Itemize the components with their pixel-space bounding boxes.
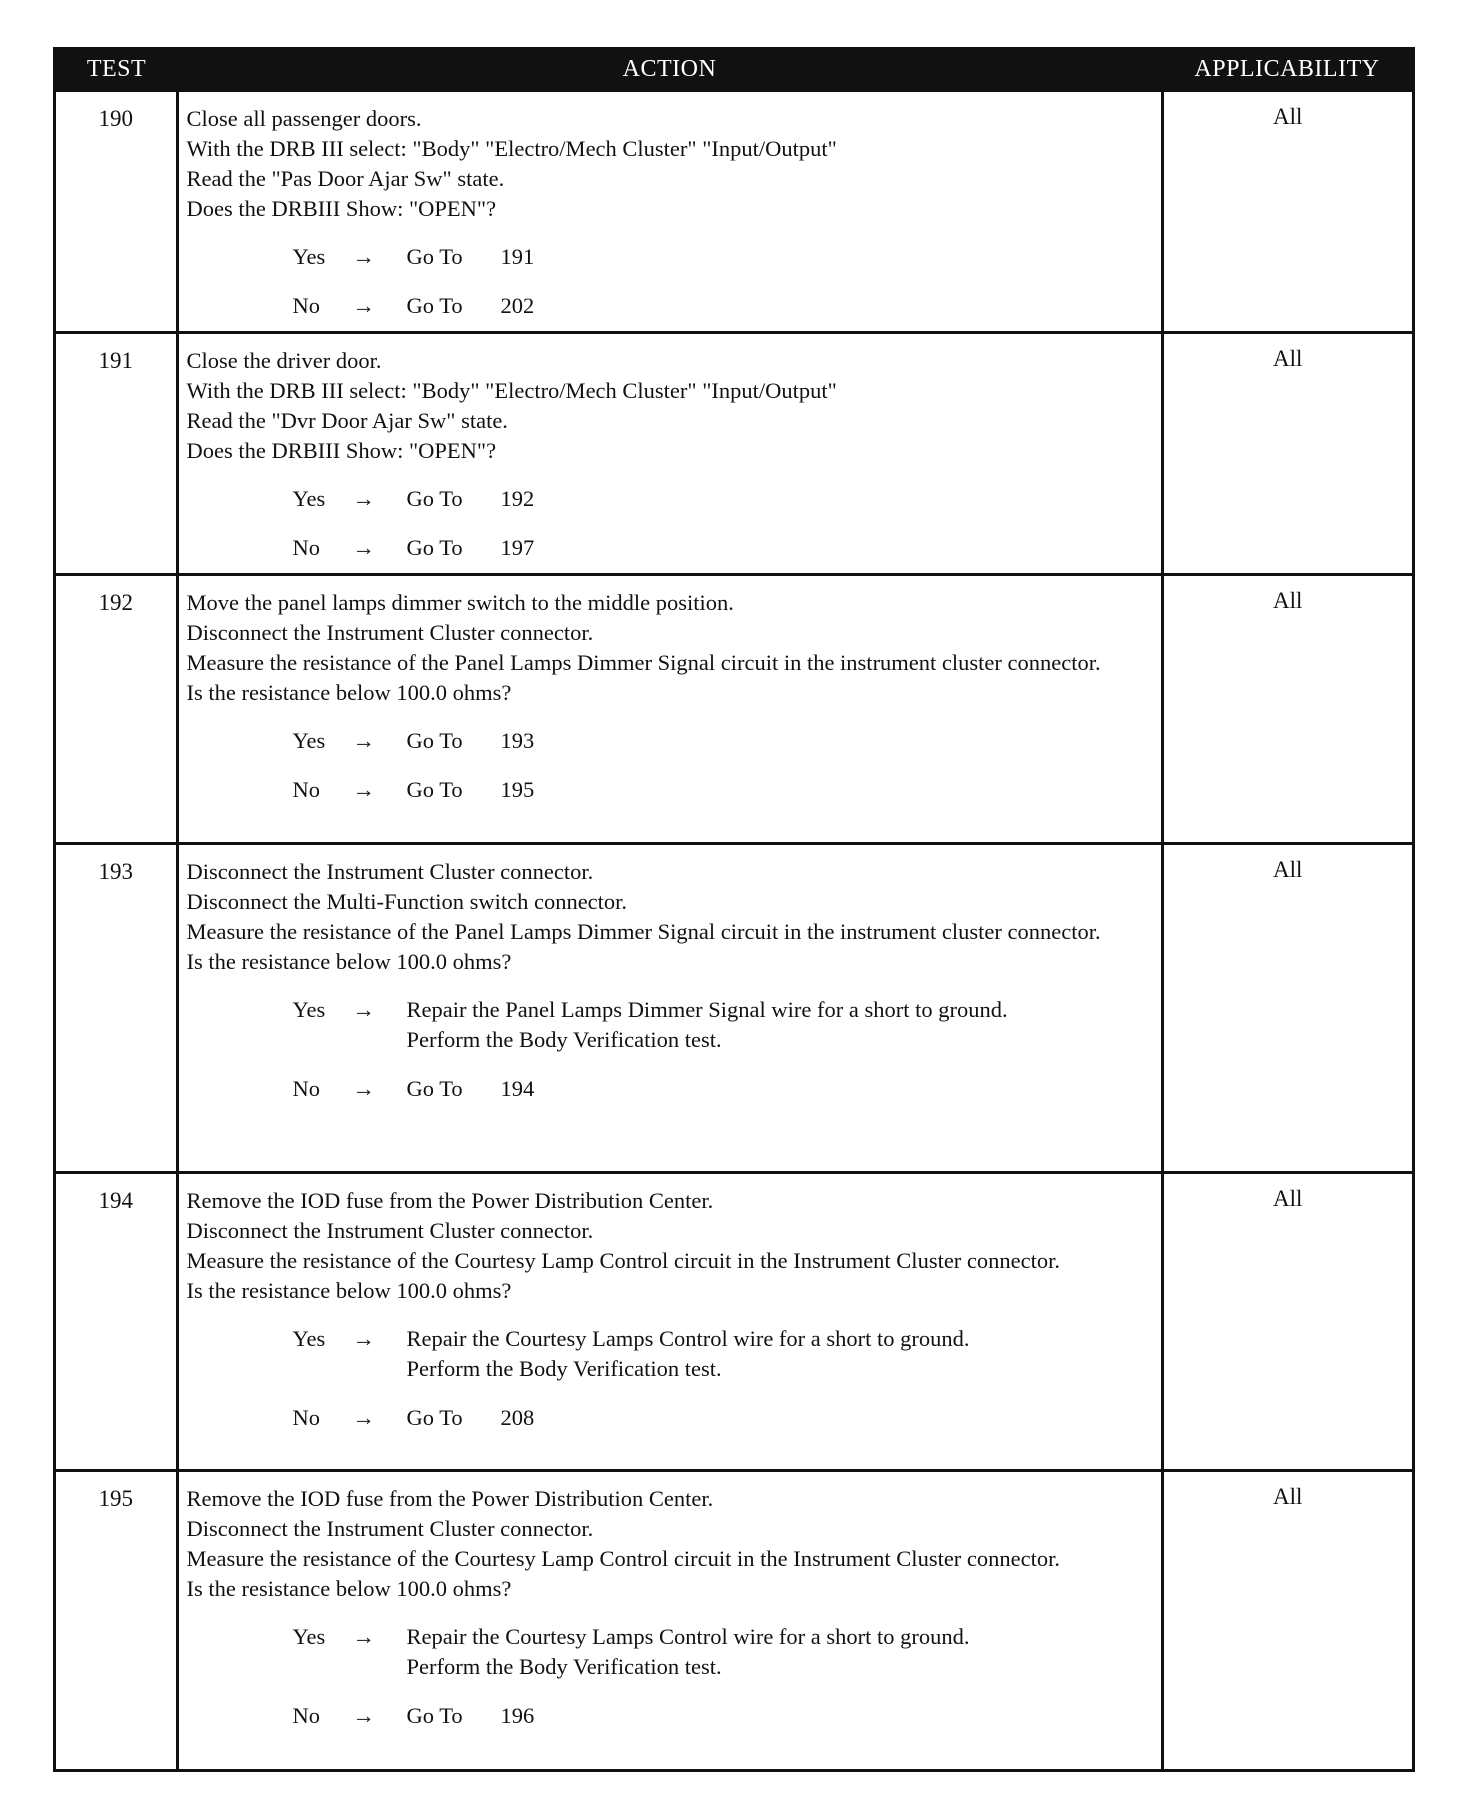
action-step: Measure the resistance of the Courtesy Lamp Control circuit in the Instrument Cluster connector. (186, 1248, 1061, 1273)
answer-label: No (292, 293, 320, 318)
action-step: Is the resistance below 100.0 ohms? (186, 1278, 512, 1303)
outcome-list (187, 726, 1153, 805)
instruction-line: Repair the Courtesy Lamps Control wire for a short to ground. (406, 1326, 970, 1351)
answer-label: No (292, 1076, 320, 1101)
table-row (56, 844, 1412, 1173)
repair-instruction (407, 1622, 1153, 1682)
outcome-no (293, 291, 1153, 321)
table-header (56, 50, 1412, 91)
outcome-yes (293, 242, 1153, 272)
action-cell (177, 575, 1162, 844)
goto-label: Go To (406, 728, 463, 753)
outcome-yes (293, 1622, 1153, 1682)
table-row (56, 91, 1412, 333)
table-row (56, 1471, 1412, 1769)
action-step: Close all passenger doors. (186, 106, 422, 131)
arrow-icon: → (352, 293, 375, 318)
outcome-list (187, 484, 1153, 563)
outcome-yes (293, 1324, 1153, 1384)
goto-target: 192 (500, 486, 535, 511)
answer-label: Yes (292, 486, 326, 511)
answer-label: No (292, 1703, 320, 1728)
arrow-icon: → (352, 535, 375, 560)
repair-instruction (407, 1324, 1153, 1384)
instruction-line: Perform the Body Verification test. (406, 1356, 722, 1381)
test-table (56, 50, 1412, 1769)
test-number: 194 (56, 1173, 177, 1471)
test-number: 193 (56, 844, 177, 1173)
header-test: TEST (56, 50, 177, 91)
action-step: Remove the IOD fuse from the Power Distribution Center. (186, 1486, 714, 1511)
goto-target: 202 (500, 293, 535, 318)
action-step: Disconnect the Instrument Cluster connector. (186, 620, 594, 645)
arrow-icon: → (352, 1405, 375, 1430)
goto-instruction (407, 1701, 1153, 1731)
goto-instruction (407, 775, 1153, 805)
action-cell (177, 91, 1162, 333)
goto-target: 194 (500, 1076, 535, 1101)
table-body (56, 91, 1412, 1769)
goto-target: 197 (500, 535, 535, 560)
action-step: Does the DRBIII Show: "OPEN"? (186, 196, 497, 221)
answer-label: Yes (292, 997, 326, 1022)
action-step: Does the DRBIII Show: "OPEN"? (186, 438, 497, 463)
action-step: Disconnect the Instrument Cluster connector. (186, 859, 594, 884)
outcome-yes (293, 726, 1153, 756)
applicability-value: All (1162, 333, 1412, 575)
action-cell (177, 1173, 1162, 1471)
action-step: Close the driver door. (186, 348, 382, 373)
table-row (56, 333, 1412, 575)
instruction-line: Repair the Panel Lamps Dimmer Signal wire for a short to ground. (406, 997, 1008, 1022)
header-action: ACTION (177, 50, 1162, 91)
action-step: Disconnect the Instrument Cluster connector. (186, 1516, 594, 1541)
goto-target: 208 (500, 1405, 535, 1430)
table-row (56, 575, 1412, 844)
arrow-icon: → (352, 1326, 375, 1351)
goto-target: 195 (500, 777, 535, 802)
action-cell (177, 1471, 1162, 1769)
goto-target: 196 (500, 1703, 535, 1728)
action-step: Measure the resistance of the Panel Lamps Dimmer Signal circuit in the instrument cluster connector. (186, 650, 1101, 675)
outcome-list (187, 995, 1153, 1104)
applicability-value: All (1162, 844, 1412, 1173)
test-number: 195 (56, 1471, 177, 1769)
outcome-no (293, 1701, 1153, 1731)
action-step: Is the resistance below 100.0 ohms? (186, 949, 512, 974)
outcome-no (293, 1403, 1153, 1433)
goto-instruction (407, 1074, 1153, 1104)
repair-instruction (407, 995, 1153, 1055)
goto-instruction (407, 291, 1153, 321)
goto-instruction (407, 242, 1153, 272)
outcome-no (293, 775, 1153, 805)
arrow-icon: → (352, 1703, 375, 1728)
outcome-yes (293, 484, 1153, 514)
arrow-icon: → (352, 244, 375, 269)
goto-instruction (407, 533, 1153, 563)
outcome-list (187, 1324, 1153, 1433)
table-row (56, 1173, 1412, 1471)
instruction-line: Perform the Body Verification test. (406, 1027, 722, 1052)
action-step: Move the panel lamps dimmer switch to the middle position. (186, 590, 734, 615)
test-number: 191 (56, 333, 177, 575)
action-cell (177, 844, 1162, 1173)
outcome-list (187, 1622, 1153, 1731)
goto-label: Go To (406, 535, 463, 560)
goto-label: Go To (406, 1703, 463, 1728)
action-step: Read the "Dvr Door Ajar Sw" state. (186, 408, 508, 433)
goto-instruction (407, 484, 1153, 514)
arrow-icon: → (352, 486, 375, 511)
arrow-icon: → (352, 1624, 375, 1649)
action-step: Is the resistance below 100.0 ohms? (186, 1576, 512, 1601)
applicability-value: All (1162, 1471, 1412, 1769)
arrow-icon: → (352, 728, 375, 753)
goto-label: Go To (406, 1405, 463, 1430)
action-step: Read the "Pas Door Ajar Sw" state. (186, 166, 505, 191)
action-step: Is the resistance below 100.0 ohms? (186, 680, 512, 705)
action-step: Measure the resistance of the Courtesy Lamp Control circuit in the Instrument Cluster connector. (186, 1546, 1061, 1571)
diagnostic-test-table (53, 47, 1415, 1772)
answer-label: Yes (292, 1326, 326, 1351)
goto-label: Go To (406, 244, 463, 269)
action-step: With the DRB III select: "Body" "Electro/Mech Cluster" "Input/Output" (186, 378, 837, 403)
goto-target: 191 (500, 244, 535, 269)
answer-label: No (292, 1405, 320, 1430)
outcome-list (187, 242, 1153, 321)
answer-label: Yes (292, 1624, 326, 1649)
test-number: 190 (56, 91, 177, 333)
goto-label: Go To (406, 1076, 463, 1101)
action-step: With the DRB III select: "Body" "Electro/Mech Cluster" "Input/Output" (186, 136, 837, 161)
applicability-value: All (1162, 1173, 1412, 1471)
answer-label: No (292, 777, 320, 802)
goto-label: Go To (406, 486, 463, 511)
action-step: Measure the resistance of the Panel Lamps Dimmer Signal circuit in the instrument cluster connector. (186, 919, 1101, 944)
test-number: 192 (56, 575, 177, 844)
goto-label: Go To (406, 293, 463, 318)
answer-label: No (292, 535, 320, 560)
instruction-line: Repair the Courtesy Lamps Control wire for a short to ground. (406, 1624, 970, 1649)
goto-label: Go To (406, 777, 463, 802)
arrow-icon: → (352, 777, 375, 802)
answer-label: Yes (292, 244, 326, 269)
arrow-icon: → (352, 997, 375, 1022)
answer-label: Yes (292, 728, 326, 753)
outcome-no (293, 1074, 1153, 1104)
action-step: Remove the IOD fuse from the Power Distribution Center. (186, 1188, 714, 1213)
header-applicability: APPLICABILITY (1162, 50, 1412, 91)
arrow-icon: → (352, 1076, 375, 1101)
action-cell (177, 333, 1162, 575)
action-step: Disconnect the Instrument Cluster connector. (186, 1218, 594, 1243)
instruction-line: Perform the Body Verification test. (406, 1654, 722, 1679)
applicability-value: All (1162, 575, 1412, 844)
goto-target: 193 (500, 728, 535, 753)
outcome-no (293, 533, 1153, 563)
action-step: Disconnect the Multi-Function switch connector. (186, 889, 628, 914)
goto-instruction (407, 726, 1153, 756)
goto-instruction (407, 1403, 1153, 1433)
applicability-value: All (1162, 91, 1412, 333)
outcome-yes (293, 995, 1153, 1055)
